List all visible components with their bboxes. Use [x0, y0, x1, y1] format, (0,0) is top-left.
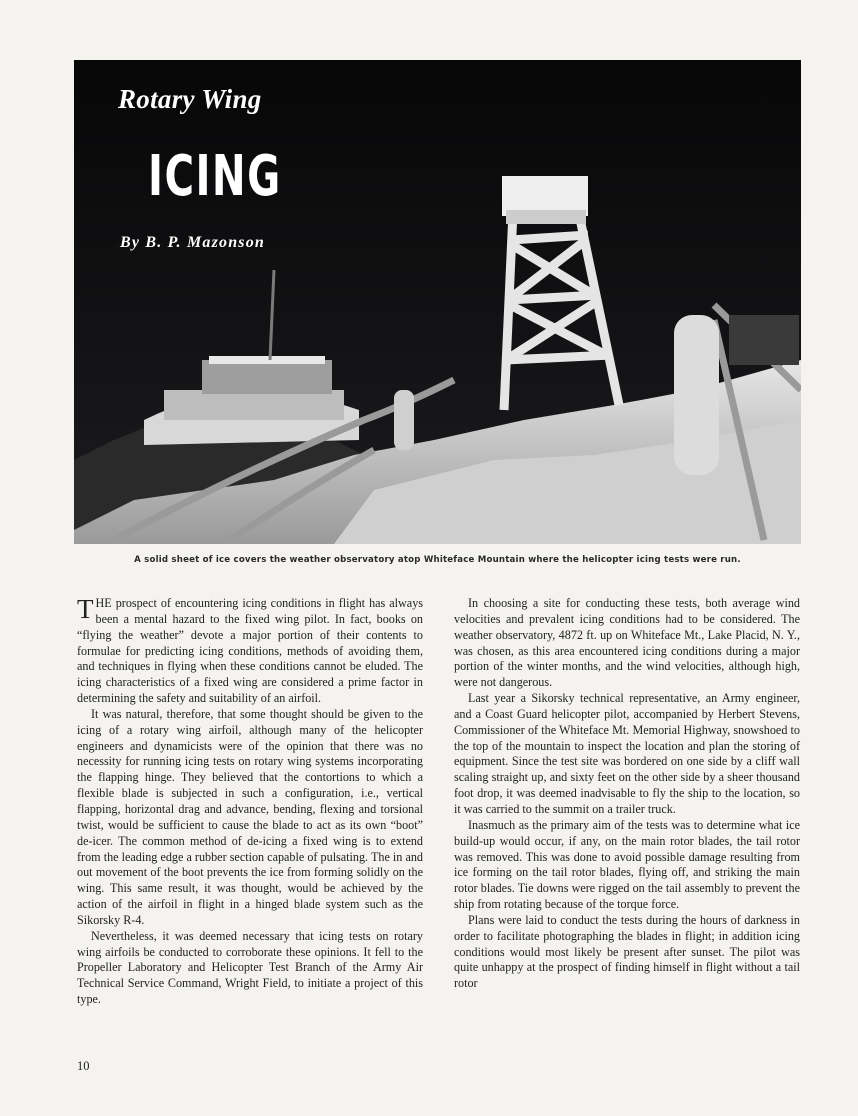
page-number: 10 — [77, 1059, 90, 1073]
drop-cap: T — [77, 594, 94, 624]
body-paragraph: Inasmuch as the primary aim of the tests was to determine what ice build-up would occur, if any, on the main rotor blades, the tail rotor was removed. This was done to avoid possible damage resulting from ice forming on the tail rotor blades, flying off, and striking the main rotor blades. Tie downs were rigged on the tail assembly to prevent the ship from rotating because of the torque force. — [454, 817, 800, 912]
body-column-left — [77, 596, 423, 1008]
photo-caption: A solid sheet of ice covers the weather observatory atop Whiteface Mountain where the helicopter icing tests were run. — [134, 555, 741, 565]
body-paragraph: It was natural, therefore, that some thought should be given to the icing of a rotary wing airfoil, although many of the helicopter engineers and dynamicists were of the opinion that there was no necessity for running icing tests on rotary wing systems incorporating the flapping hinge. They believed that the contortions to which a flexible blade is subjected in such a configuration, i.e., vertical flapping, horizontal drag and advance, bending, flexing and torsional twist, would be sufficient to cause the blade to act as its own “boot” de-icer. The common method of de-icing a fixed wing is to extend from the leading edge a rubber section capable of pulsating. The in and out movement of the boot prevents the ice from forming solidly on the wing. This same result, it was thought, would be achieved by the action of the airfoil in flight in a hinged blade system such as the Sikorsky R-4. — [77, 706, 423, 927]
body-paragraph: Nevertheless, it was deemed necessary that icing tests on rotary wing airfoils be conducted to corroborate these opinions. It fell to the Propeller Laboratory and Helicopter Test Branch of the Army Air Technical Service Command, Wright Field, to initiate a project of this type. — [77, 928, 423, 1007]
iced-observatory-image — [74, 60, 801, 544]
body-paragraph: In choosing a site for conducting these tests, both average wind velocities and prevalent icing conditions had to be considered. The weather observatory, 4872 ft. up on Whiteface Mt., Lake Placid, N. Y., was chosen, as this area encountered icing conditions during a major portion of the winter months, and the wind velocities, although high, were not dangerous. — [454, 596, 800, 690]
body-paragraph: Last year a Sikorsky technical representative, an Army engineer, and a Coast Guard helicopter pilot, accompanied by Herbert Stevens, Commissioner of the Whiteface Mt. Memorial Highway, snowshoed to the top of the mountain to inspect the location and plan the storing of equipment. Since the test site was bordered on one side by a cliff wall scaling straight up, and sixty feet on the other side by a sheer thousand foot drop, it was deemed inadvisable to fly the ship to the location, so it was carried to the summit on a trailer truck. — [454, 691, 800, 816]
article-title-top: Rotary Wing — [118, 84, 262, 114]
observatory-photo — [74, 60, 801, 544]
article-title-main: ICING — [148, 144, 282, 209]
body-column-right — [454, 596, 800, 992]
article-byline: By B. P. Mazonson — [120, 234, 266, 251]
body-paragraph: Plans were laid to conduct the tests during the hours of darkness in order to facilitate photographing the blades in flight; in addition icing conditions would most likely be present after sunset. The pilot was quite unhappy at the prospect of finding himself in flight without a tail rotor — [454, 912, 800, 991]
body-paragraph: THE prospect of encountering icing conditions in flight has always been a mental hazard to the fixed wing pilot. In fact, books on “flying the weather” devote a major portion of their contents to formulae for predicting icing conditions, methods of avoiding them, and techniques in flying when these conditions cannot be eluded. The icing characteristics of a fixed wing are considered a prime factor in determining the safety and suitability of an airfoil. — [77, 594, 423, 706]
